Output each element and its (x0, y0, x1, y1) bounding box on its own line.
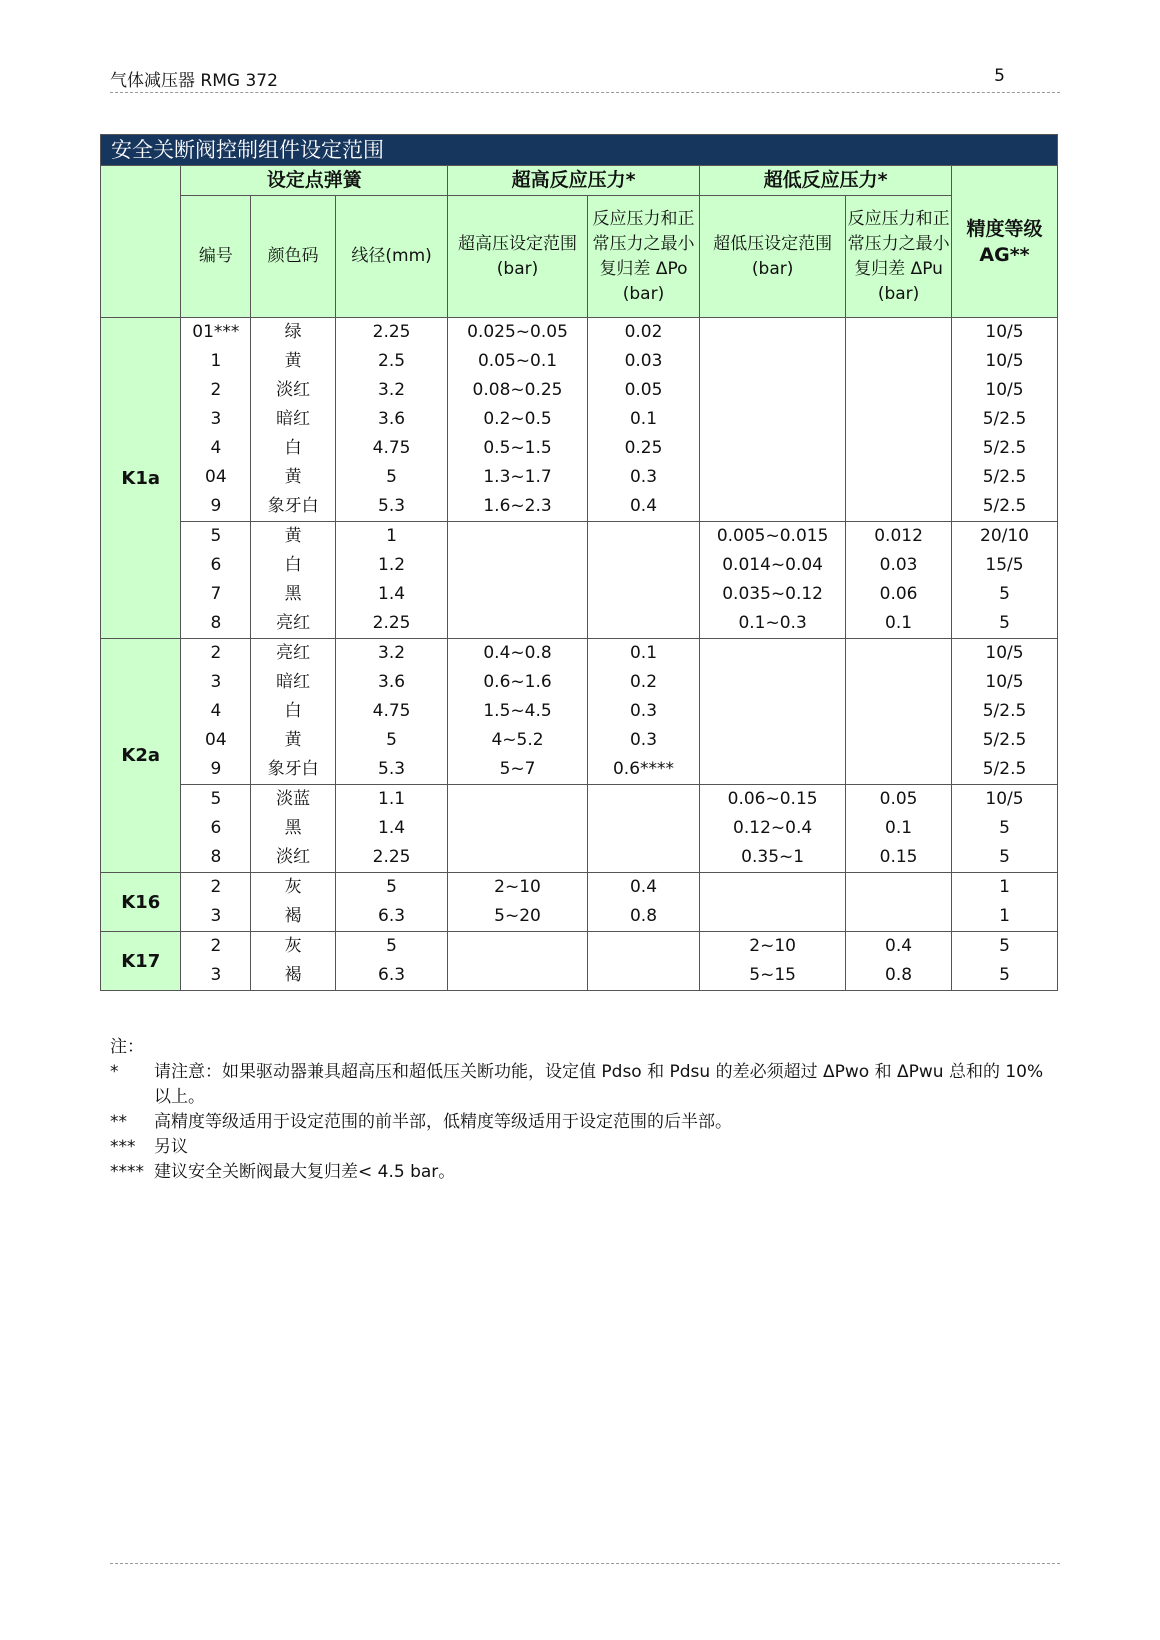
low-range (700, 318, 846, 348)
accuracy-class: 10/5 (952, 785, 1058, 815)
accuracy-class: 5 (952, 843, 1058, 873)
low-diff (846, 405, 952, 434)
spring-type-label: K16 (101, 873, 181, 932)
table-row (101, 463, 1058, 492)
wire-diameter: 1 (335, 522, 447, 552)
high-diff (587, 551, 699, 580)
high-range (448, 814, 588, 843)
note-text: 建议安全关断阀最大复归差< 4.5 bar。 (154, 1162, 456, 1182)
low-range (700, 347, 846, 376)
low-range (700, 639, 846, 669)
table-row (101, 785, 1058, 815)
low-diff: 0.05 (846, 785, 952, 815)
spring-number: 9 (181, 492, 251, 522)
table-row (101, 405, 1058, 434)
low-diff (846, 726, 952, 755)
high-range (448, 580, 588, 609)
low-range: 0.12~0.4 (700, 814, 846, 843)
color-code: 暗红 (251, 668, 336, 697)
high-range (448, 785, 588, 815)
high-range: 0.6~1.6 (448, 668, 588, 697)
color-code: 黑 (251, 814, 336, 843)
low-range: 0.035~0.12 (700, 580, 846, 609)
high-diff: 0.4 (587, 873, 699, 903)
note-mark: **** (110, 1162, 144, 1182)
accuracy-class: 10/5 (952, 639, 1058, 669)
notes (110, 1035, 1060, 1185)
table-row (101, 697, 1058, 726)
spring-number: 2 (181, 873, 251, 903)
wire-diameter: 4.75 (335, 697, 447, 726)
low-diff (846, 347, 952, 376)
high-range: 4~5.2 (448, 726, 588, 755)
page-header (110, 66, 1060, 93)
high-range: 0.025~0.05 (448, 318, 588, 348)
wire-diameter: 3.6 (335, 405, 447, 434)
col-low-range: 超低压设定范围(bar) (700, 196, 846, 318)
table-row (101, 726, 1058, 755)
table-row (101, 376, 1058, 405)
table-row (101, 814, 1058, 843)
low-diff (846, 755, 952, 785)
low-range: 5~15 (700, 961, 846, 991)
low-diff (846, 639, 952, 669)
note-3 (110, 1135, 1060, 1160)
low-diff (846, 376, 952, 405)
note-text: 高精度等级适用于设定范围的前半部，低精度等级适用于设定范围的后半部。 (154, 1112, 732, 1132)
spring-number: 04 (181, 726, 251, 755)
type-header (101, 166, 181, 318)
table-row (101, 551, 1058, 580)
wire-diameter: 2.25 (335, 609, 447, 639)
col-number: 编号 (181, 196, 251, 318)
color-code: 淡红 (251, 843, 336, 873)
spring-group-header: 设定点弹簧 (181, 166, 448, 196)
notes-heading: 注： (110, 1037, 144, 1057)
wire-diameter: 1.1 (335, 785, 447, 815)
high-diff (587, 522, 699, 552)
low-diff (846, 668, 952, 697)
spring-number: 8 (181, 843, 251, 873)
note-text: 请注意：如果驱动器兼具超高压和超低压关断功能，设定值 Pdso 和 Pdsu 的差必须超过 ΔPwo 和 ΔPwu 总和的 10%以上。 (154, 1062, 1044, 1107)
high-range: 5~7 (448, 755, 588, 785)
low-range: 0.35~1 (700, 843, 846, 873)
wire-diameter: 5.3 (335, 492, 447, 522)
accuracy-class: 10/5 (952, 668, 1058, 697)
color-code: 黄 (251, 463, 336, 492)
accuracy-class: 10/5 (952, 318, 1058, 348)
spring-number: 3 (181, 405, 251, 434)
accuracy-header: 精度等级 AG** (952, 166, 1058, 318)
color-code: 亮红 (251, 639, 336, 669)
wire-diameter: 1.2 (335, 551, 447, 580)
table-row (101, 843, 1058, 873)
color-code: 白 (251, 697, 336, 726)
footer-divider (110, 1563, 1060, 1564)
low-diff: 0.8 (846, 961, 952, 991)
spring-number: 6 (181, 551, 251, 580)
spring-number: 5 (181, 522, 251, 552)
high-range (448, 609, 588, 639)
accuracy-class: 15/5 (952, 551, 1058, 580)
wire-diameter: 5 (335, 873, 447, 903)
wire-diameter: 3.6 (335, 668, 447, 697)
high-diff: 0.8 (587, 902, 699, 932)
spring-number: 01*** (181, 318, 251, 348)
table-row (101, 873, 1058, 903)
spring-number: 6 (181, 814, 251, 843)
color-code: 灰 (251, 932, 336, 962)
accuracy-class: 5/2.5 (952, 405, 1058, 434)
table-row (101, 932, 1058, 962)
accuracy-class: 5 (952, 814, 1058, 843)
low-range: 0.06~0.15 (700, 785, 846, 815)
spring-number: 3 (181, 668, 251, 697)
spring-number: 5 (181, 785, 251, 815)
note-mark: *** (110, 1137, 136, 1157)
low-diff (846, 434, 952, 463)
color-code: 黄 (251, 726, 336, 755)
accuracy-class: 10/5 (952, 347, 1058, 376)
spring-type-label: K1a (101, 318, 181, 639)
low-range (700, 492, 846, 522)
note-mark: * (110, 1062, 119, 1082)
high-range: 0.5~1.5 (448, 434, 588, 463)
color-code: 象牙白 (251, 755, 336, 785)
spring-number: 04 (181, 463, 251, 492)
accuracy-class: 5/2.5 (952, 697, 1058, 726)
wire-diameter: 5 (335, 463, 447, 492)
high-range: 1.5~4.5 (448, 697, 588, 726)
spring-number: 2 (181, 932, 251, 962)
low-diff: 0.012 (846, 522, 952, 552)
low-range (700, 376, 846, 405)
low-range (700, 434, 846, 463)
table-row (101, 609, 1058, 639)
wire-diameter: 5 (335, 726, 447, 755)
wire-diameter: 6.3 (335, 961, 447, 991)
color-code: 黄 (251, 522, 336, 552)
high-diff: 0.02 (587, 318, 699, 348)
note-4 (110, 1160, 1060, 1185)
low-diff (846, 463, 952, 492)
spring-number: 3 (181, 961, 251, 991)
high-diff (587, 609, 699, 639)
spring-number: 4 (181, 434, 251, 463)
low-diff: 0.1 (846, 609, 952, 639)
accuracy-class: 5/2.5 (952, 726, 1058, 755)
col-wire: 线径(mm) (335, 196, 447, 318)
spring-number: 3 (181, 902, 251, 932)
low-range (700, 755, 846, 785)
color-code: 白 (251, 434, 336, 463)
low-range (700, 668, 846, 697)
low-range (700, 902, 846, 932)
accuracy-class: 5/2.5 (952, 492, 1058, 522)
low-range (700, 697, 846, 726)
high-range: 1.3~1.7 (448, 463, 588, 492)
color-code: 褐 (251, 961, 336, 991)
col-low-diff: 反应压力和正常压力之最小复归差 ΔPu (bar) (846, 196, 952, 318)
high-diff (587, 961, 699, 991)
table-row (101, 902, 1058, 932)
color-code: 黄 (251, 347, 336, 376)
wire-diameter: 1.4 (335, 814, 447, 843)
high-range: 0.08~0.25 (448, 376, 588, 405)
table-row (101, 755, 1058, 785)
high-pressure-header: 超高反应压力* (448, 166, 700, 196)
low-diff (846, 902, 952, 932)
high-range (448, 522, 588, 552)
note-1 (110, 1060, 1060, 1110)
accuracy-class: 1 (952, 873, 1058, 903)
low-range (700, 463, 846, 492)
high-range: 5~20 (448, 902, 588, 932)
high-range (448, 961, 588, 991)
low-diff: 0.06 (846, 580, 952, 609)
note-mark: ** (110, 1112, 127, 1132)
low-range: 2~10 (700, 932, 846, 962)
wire-diameter: 5 (335, 932, 447, 962)
low-diff: 0.03 (846, 551, 952, 580)
high-diff: 0.1 (587, 405, 699, 434)
high-diff (587, 785, 699, 815)
low-diff (846, 873, 952, 903)
spring-number: 9 (181, 755, 251, 785)
table-row (101, 434, 1058, 463)
note-2 (110, 1110, 1060, 1135)
col-color: 颜色码 (251, 196, 336, 318)
color-code: 暗红 (251, 405, 336, 434)
table-row (101, 318, 1058, 348)
wire-diameter: 1.4 (335, 580, 447, 609)
wire-diameter: 2.5 (335, 347, 447, 376)
table-row (101, 492, 1058, 522)
high-diff: 0.3 (587, 697, 699, 726)
high-diff (587, 932, 699, 962)
table-row (101, 639, 1058, 669)
accuracy-class: 5/2.5 (952, 463, 1058, 492)
low-range: 0.014~0.04 (700, 551, 846, 580)
doc-title: 气体减压器 RMG 372 (110, 71, 278, 91)
wire-diameter: 6.3 (335, 902, 447, 932)
spring-number: 1 (181, 347, 251, 376)
spring-number: 8 (181, 609, 251, 639)
spring-number: 2 (181, 639, 251, 669)
color-code: 黑 (251, 580, 336, 609)
high-range: 1.6~2.3 (448, 492, 588, 522)
high-range (448, 551, 588, 580)
high-diff: 0.2 (587, 668, 699, 697)
high-range: 2~10 (448, 873, 588, 903)
high-range: 0.4~0.8 (448, 639, 588, 669)
high-range: 0.2~0.5 (448, 405, 588, 434)
accuracy-class: 5/2.5 (952, 755, 1058, 785)
high-diff (587, 814, 699, 843)
low-diff: 0.4 (846, 932, 952, 962)
accuracy-class: 20/10 (952, 522, 1058, 552)
high-diff (587, 843, 699, 873)
accuracy-class: 5 (952, 580, 1058, 609)
col-high-diff: 反应压力和正常压力之最小复归差 ΔPo (bar) (587, 196, 699, 318)
low-diff (846, 318, 952, 348)
table-row (101, 961, 1058, 991)
low-diff (846, 697, 952, 726)
wire-diameter: 3.2 (335, 639, 447, 669)
low-range: 0.1~0.3 (700, 609, 846, 639)
high-diff: 0.6**** (587, 755, 699, 785)
table-title: 安全关断阀控制组件设定范围 (101, 135, 1058, 166)
high-diff: 0.03 (587, 347, 699, 376)
high-diff: 0.3 (587, 726, 699, 755)
table-row (101, 668, 1058, 697)
color-code: 灰 (251, 873, 336, 903)
col-high-range: 超高压设定范围(bar) (448, 196, 588, 318)
spring-number: 4 (181, 697, 251, 726)
wire-diameter: 2.25 (335, 318, 447, 348)
high-range (448, 932, 588, 962)
low-range (700, 873, 846, 903)
note-text: 另议 (154, 1137, 188, 1157)
color-code: 白 (251, 551, 336, 580)
wire-diameter: 2.25 (335, 843, 447, 873)
spring-type-label: K17 (101, 932, 181, 991)
low-diff (846, 492, 952, 522)
settings-table (100, 134, 1058, 991)
accuracy-class: 1 (952, 902, 1058, 932)
high-diff: 0.4 (587, 492, 699, 522)
low-range: 0.005~0.015 (700, 522, 846, 552)
high-diff (587, 580, 699, 609)
accuracy-class: 5 (952, 932, 1058, 962)
low-range (700, 726, 846, 755)
high-diff: 0.3 (587, 463, 699, 492)
color-code: 褐 (251, 902, 336, 932)
color-code: 象牙白 (251, 492, 336, 522)
accuracy-class: 5 (952, 961, 1058, 991)
wire-diameter: 3.2 (335, 376, 447, 405)
spring-type-label: K2a (101, 639, 181, 873)
page-number: 5 (994, 66, 1005, 86)
low-diff: 0.1 (846, 814, 952, 843)
low-range (700, 405, 846, 434)
low-pressure-header: 超低反应压力* (700, 166, 952, 196)
wire-diameter: 4.75 (335, 434, 447, 463)
color-code: 绿 (251, 318, 336, 348)
accuracy-class: 10/5 (952, 376, 1058, 405)
accuracy-class: 5/2.5 (952, 434, 1058, 463)
high-diff: 0.05 (587, 376, 699, 405)
table-row (101, 522, 1058, 552)
accuracy-class: 5 (952, 609, 1058, 639)
high-range (448, 843, 588, 873)
spring-number: 7 (181, 580, 251, 609)
low-diff: 0.15 (846, 843, 952, 873)
wire-diameter: 5.3 (335, 755, 447, 785)
high-diff: 0.1 (587, 639, 699, 669)
color-code: 淡红 (251, 376, 336, 405)
color-code: 亮红 (251, 609, 336, 639)
color-code: 淡蓝 (251, 785, 336, 815)
high-range: 0.05~0.1 (448, 347, 588, 376)
spring-number: 2 (181, 376, 251, 405)
table-row (101, 347, 1058, 376)
table-row (101, 580, 1058, 609)
high-diff: 0.25 (587, 434, 699, 463)
